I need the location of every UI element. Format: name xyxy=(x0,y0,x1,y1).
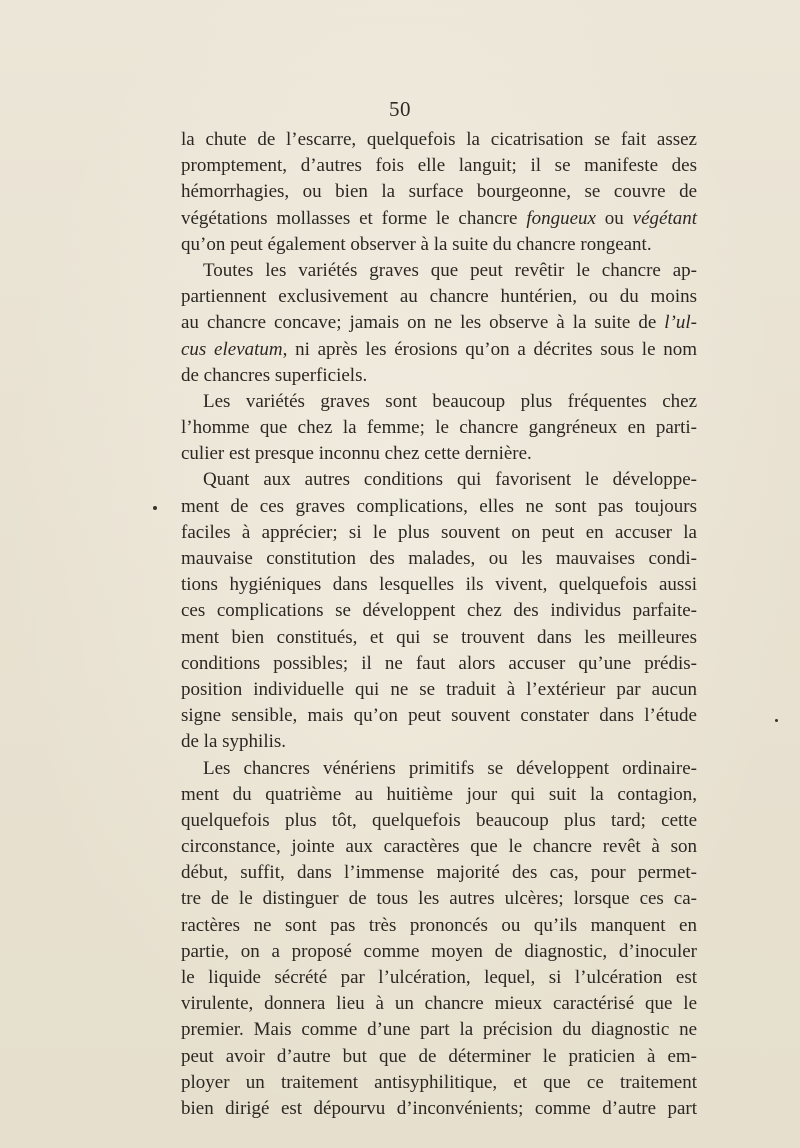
text-line: Les variétés graves sont beaucoup plus fréquentes chez xyxy=(203,390,697,412)
text-line: peut avoir d’autre but que de déterminer le praticien à em- xyxy=(181,1045,697,1067)
text-line: ces complications se développent chez des individus parfaite- xyxy=(181,600,697,622)
text-line: Les chancres vénériens primitifs se développent ordinaire- xyxy=(203,757,697,779)
text-line: bien dirigé est dépourvu d’inconvénients; comme d’autre part xyxy=(181,1097,697,1119)
text-line: ment de ces graves complications, elles ne sont pas toujours xyxy=(181,495,697,517)
page-number: 50 xyxy=(389,97,411,121)
text-line: qu’on peut également observer à la suite du chancre rongeant. xyxy=(181,233,652,255)
ink-speck xyxy=(775,719,778,722)
text-line: signe sensible, mais qu’on peut souvent constater dans l’étude xyxy=(181,705,697,727)
body-text xyxy=(181,127,697,1122)
text-line: début, suffit, dans l’immense majorité des cas, pour permet- xyxy=(181,862,697,884)
text-line: cus elevatum, ni après les érosions qu’on a décrites sous le nom xyxy=(181,338,698,360)
text-line: le liquide sécrété par l’ulcération, lequel, si l’ulcération est xyxy=(181,967,697,988)
text-line: au chancre concave; jamais on ne les observe à la suite de l’ul- xyxy=(181,312,697,334)
text-line: tre de le distinguer de tous les autres ulcères; lorsque ces ca- xyxy=(181,888,697,910)
text-line: de la syphilis. xyxy=(181,731,287,753)
text-line: ractères ne sont pas très prononcés ou qu’ils manquent en xyxy=(181,914,697,936)
text-line: l’homme que chez la femme; le chancre gangréneux en parti- xyxy=(181,417,697,439)
text-line: la chute de l’escarre, quelquefois la cicatrisation se fait assez xyxy=(181,129,697,150)
text-line: premier. Mais comme d’une part la précision du diagnostic ne xyxy=(181,1019,697,1041)
text-line: partiennent exclusivement au chancre huntérien, ou du moins xyxy=(181,286,697,308)
text-line: ment du quatrième au huitième jour qui suit la contagion, xyxy=(181,783,697,805)
text-line: promptement, d’autres fois elle languit; il se manifeste des xyxy=(181,155,697,177)
text-line: conditions possibles; il ne faut alors accuser qu’une prédis- xyxy=(181,652,697,674)
text-line: Toutes les variétés graves que peut revêtir le chancre ap- xyxy=(203,259,697,281)
text-line: ment bien constitués, et qui se trouvent dans les meilleures xyxy=(181,626,697,648)
text-line: partie, on a proposé comme moyen de diagnostic, d’inoculer xyxy=(181,940,697,962)
ink-speck xyxy=(153,506,157,510)
text-line: Quant aux autres conditions qui favorisent le développe- xyxy=(203,469,697,491)
text-line: culier est presque inconnu chez cette dernière. xyxy=(181,443,532,465)
text-line: faciles à apprécier; si le plus souvent on peut en accuser la xyxy=(181,521,697,543)
text-line: position individuelle qui ne se traduit à l’extérieur par aucun xyxy=(181,678,697,700)
text-line: mauvaise constitution des malades, ou les mauvaises condi- xyxy=(181,548,697,569)
text-line: virulente, donnera lieu à un chancre mieux caractérisé que le xyxy=(181,993,697,1015)
text-line: ployer un traitement antisyphilitique, et que ce traitement xyxy=(181,1071,697,1093)
text-line: tions hygiéniques dans lesquelles ils vivent, quelquefois aussi xyxy=(181,574,697,596)
text-line: végétations mollasses et forme le chancre fongueux ou végétant xyxy=(181,207,698,229)
text-line: quelquefois plus tôt, quelquefois beaucoup plus tard; cette xyxy=(181,809,697,831)
text-line: de chancres superficiels. xyxy=(181,364,368,386)
text-line: hémorrhagies, ou bien la surface bourgeonne, se couvre de xyxy=(181,181,697,203)
text-line: circonstance, jointe aux caractères que le chancre revêt à son xyxy=(181,836,697,858)
